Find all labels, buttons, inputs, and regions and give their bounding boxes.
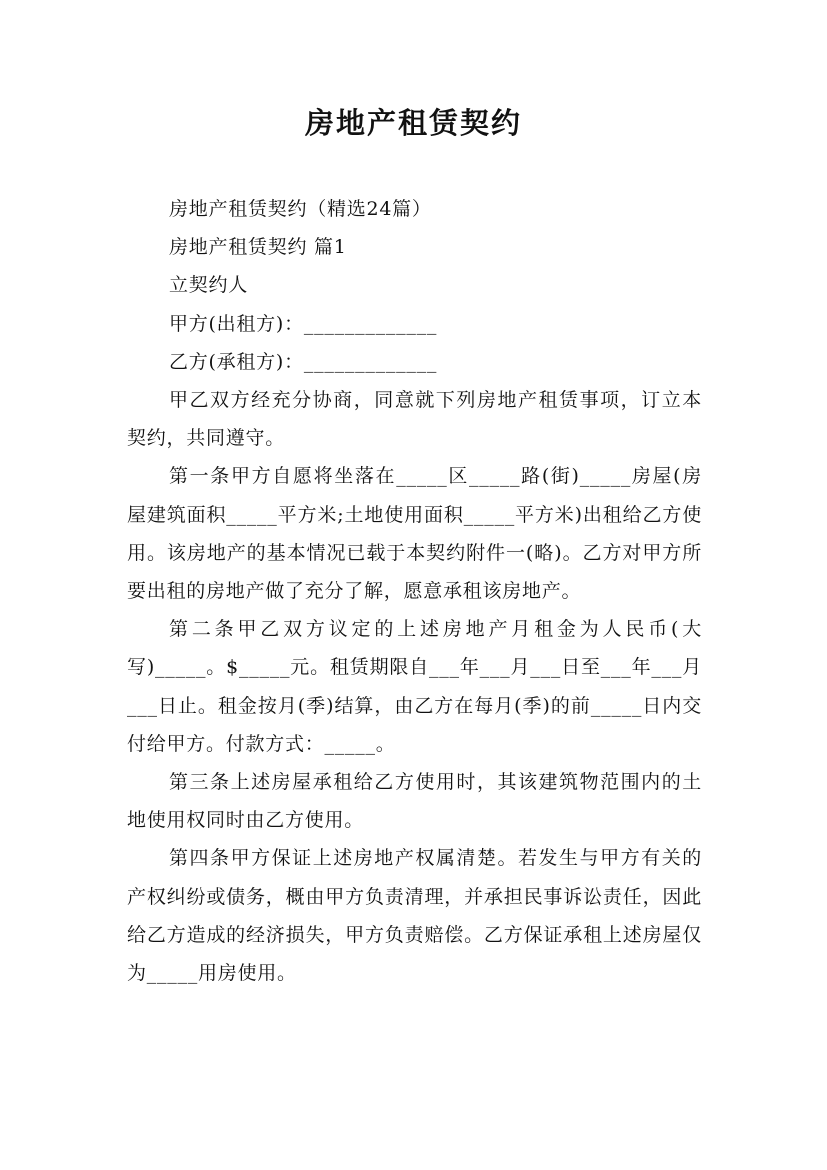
paragraph-article-3: 第三条上述房屋承租给乙方使用时，其该建筑物范围内的土地使用权同时由乙方使用。	[127, 771, 702, 832]
paragraph-section-title: 房地产租赁契约 篇1	[169, 236, 347, 259]
paragraph-party-b: 乙方(承租方)：_____________	[169, 350, 438, 373]
paragraph-article-1: 第一条甲方自愿将坐落在_____区_____路(街)_____房屋(房屋建筑面积_____平方米;土地使用面积_____平方米)出租给乙方使用。该房地产的基本情况已载于本契约附件一(略)。乙方对甲方所要出租的房地产做了充分了解，愿意承租该房地产。	[127, 465, 702, 603]
paragraph-article-4: 第四条甲方保证上述房地产权属清楚。若发生与甲方有关的产权纠纷或债务，概由甲方负责清理，并承担民事诉讼责任，因此给乙方造成的经济损失，甲方负责赔偿。乙方保证承租上述房屋仅为_____用房使用。	[127, 847, 702, 985]
paragraph-parties-label: 立契约人	[169, 274, 249, 297]
document-body	[127, 190, 702, 992]
paragraph-party-a: 甲方(出租方)：_____________	[169, 312, 438, 335]
paragraph-article-2: 第二条甲乙双方议定的上述房地产月租金为人民币(大写)_____。$_____元。租赁期限自___年___月___日至___年___月___日止。租金按月(季)结算，由乙方在每月(季)的前_____日内交付给甲方。付款方式：_____。	[127, 618, 702, 755]
paragraph-preamble: 甲乙双方经充分协商，同意就下列房地产租赁事项，订立本契约，共同遵守。	[127, 389, 702, 450]
paragraph-contract-heading: 房地产租赁契约（精选24篇）	[169, 198, 432, 220]
document-title: 房地产租赁契约	[304, 106, 522, 140]
